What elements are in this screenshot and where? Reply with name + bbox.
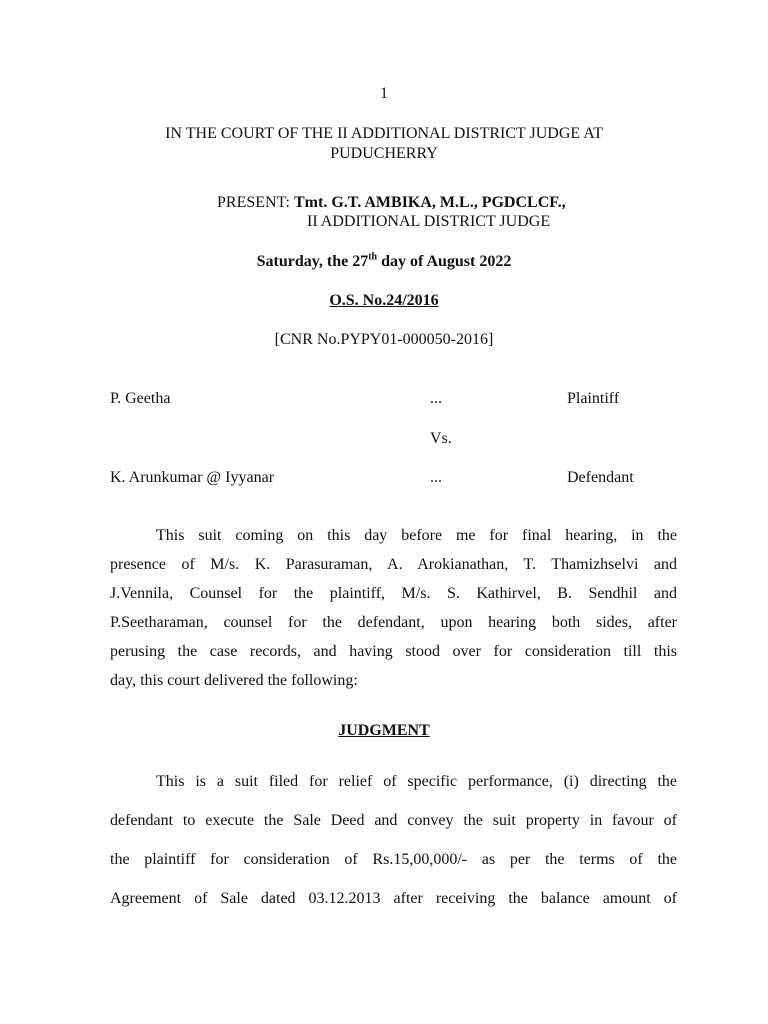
case-number: O.S. No.24/2016: [329, 292, 439, 309]
plaintiff-role: Plaintiff: [567, 390, 620, 407]
court-title-line1: IN THE COURT OF THE II ADDITIONAL DISTRICT JUDGE AT: [165, 125, 603, 142]
present-line: [217, 194, 566, 212]
court-title-line2: PUDUCHERRY: [330, 145, 438, 162]
plaintiff-name: P. Geetha: [110, 390, 171, 407]
preamble-line: This suit coming on this day before me for final hearing, in the: [156, 527, 677, 544]
judgment-line: the plaintiff for consideration of Rs.15,00,000/- as per the terms of the: [110, 851, 677, 868]
defendant-name: K. Arunkumar @ Iyyanar: [110, 469, 275, 486]
defendant-role: Defendant: [567, 469, 634, 486]
defendant-dots: ...: [430, 469, 442, 486]
preamble-line: P.Seetharaman, counsel for the defendant, upon hearing both sides, after: [110, 614, 677, 631]
judgment-paragraph: [110, 767, 677, 923]
judgment-line: This is a suit filed for relief of specific performance, (i) directing the: [156, 773, 677, 790]
preamble-line: day, this court delivered the following:: [110, 672, 358, 689]
judgment-line: defendant to execute the Sale Deed and convey the suit property in favour of: [110, 812, 677, 829]
judgment-heading: JUDGMENT: [338, 722, 430, 739]
judge-designation: II ADDITIONAL DISTRICT JUDGE: [307, 213, 551, 230]
page-number: 1: [380, 85, 388, 102]
versus: Vs.: [430, 430, 452, 447]
preamble-paragraph: [110, 521, 677, 695]
judge-name: Tmt. G.T. AMBIKA, M.L., PGDCLCF.,: [294, 194, 566, 211]
judgment-line: Agreement of Sale dated 03.12.2013 after receiving the balance amount of: [110, 890, 677, 907]
preamble-line: J.Vennila, Counsel for the plaintiff, M/s. S. Kathirvel, B. Sendhil and: [110, 585, 677, 602]
present-label: PRESENT:: [217, 194, 290, 211]
preamble-line: perusing the case records, and having stood over for consideration till this: [110, 643, 677, 660]
preamble-line: presence of M/s. K. Parasuraman, A. Arokianathan, T. Thamizhselvi and: [110, 556, 677, 573]
cnr-number: [CNR No.PYPY01-000050-2016]: [274, 331, 494, 348]
plaintiff-dots: ...: [430, 390, 442, 407]
judgment-date: Saturday, the 27th day of August 2022: [256, 251, 512, 270]
